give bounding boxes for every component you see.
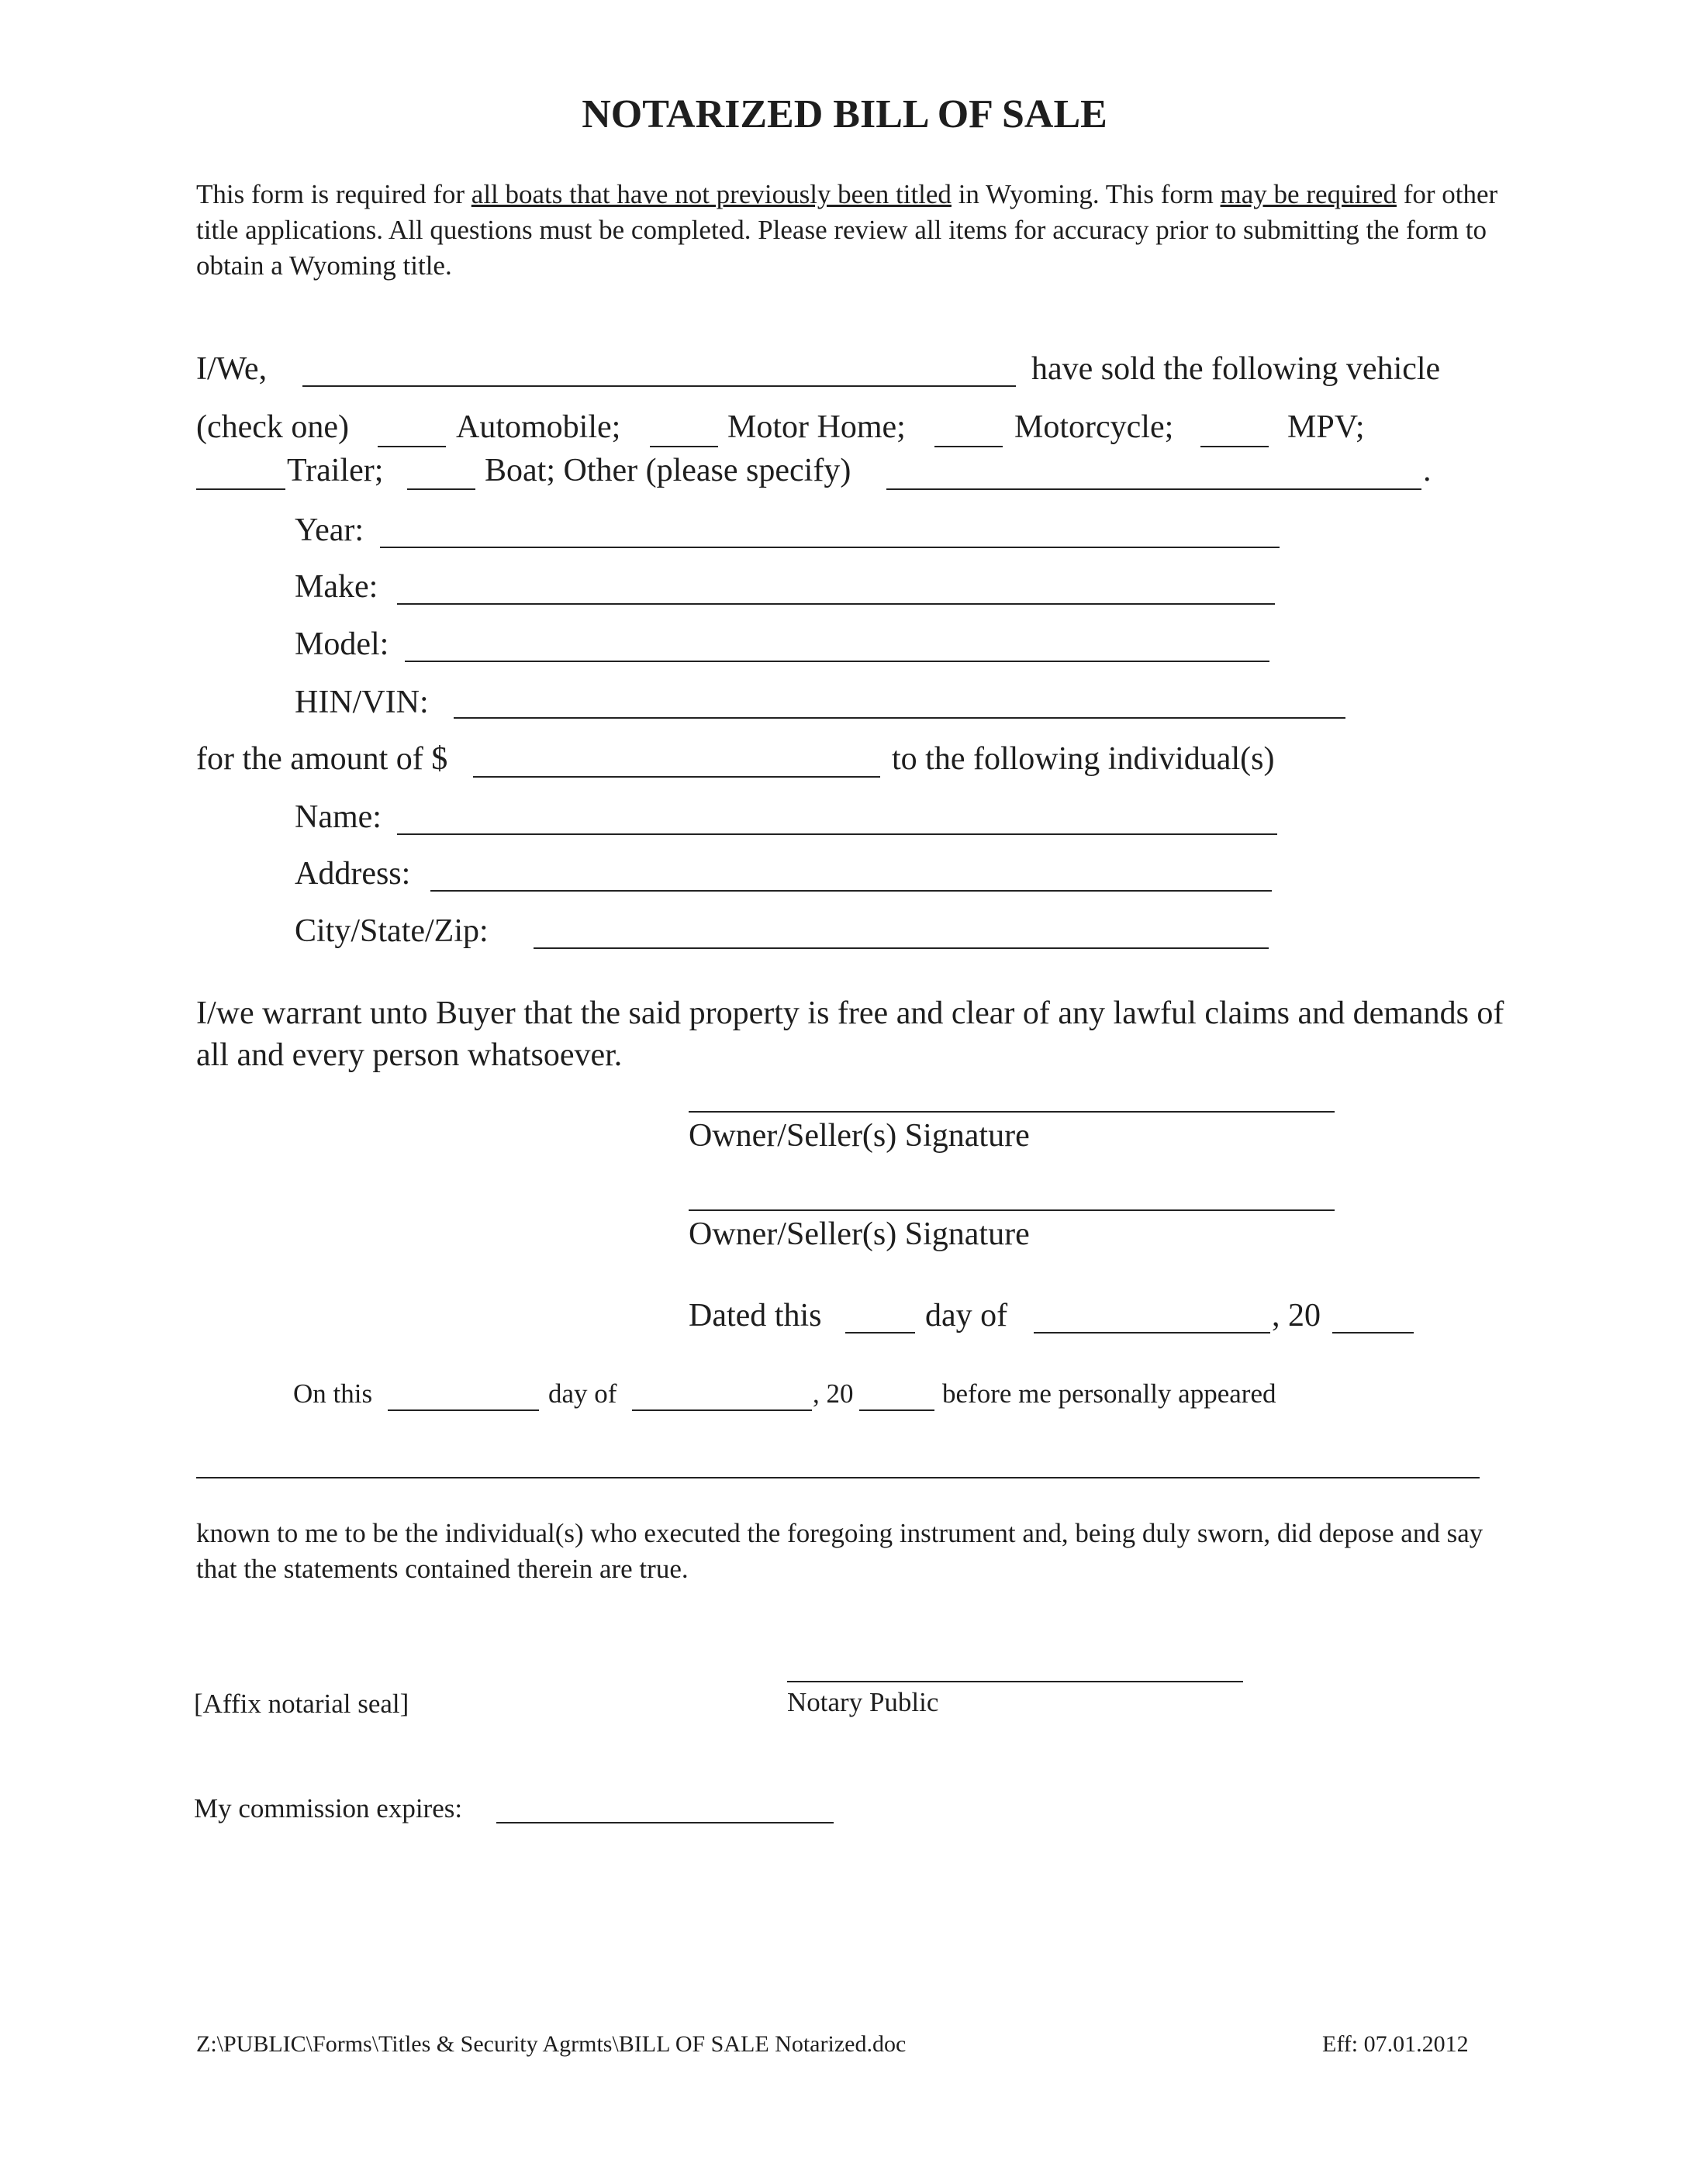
model-field[interactable] xyxy=(405,661,1269,662)
seller-name-field[interactable] xyxy=(302,385,1016,387)
notary-signature-line[interactable] xyxy=(787,1681,1243,1682)
notarial-seal-label: [Affix notarial seal] xyxy=(194,1689,409,1719)
seller-signature-label-1: Owner/Seller(s) Signature xyxy=(689,1118,1030,1154)
notary-year-field[interactable] xyxy=(859,1409,934,1411)
dated-year-prefix: , 20 xyxy=(1272,1298,1321,1334)
dated-label: Dated this xyxy=(689,1298,822,1334)
amount-suffix: to the following individual(s) xyxy=(892,741,1275,777)
model-label: Model: xyxy=(295,626,389,662)
motorcycle-checkbox[interactable] xyxy=(934,446,1003,447)
appeared-name-field[interactable] xyxy=(196,1477,1480,1478)
buyer-address-field[interactable] xyxy=(430,890,1272,892)
intro-text-1: This form is required for xyxy=(196,179,471,209)
hin-vin-field[interactable] xyxy=(454,717,1345,719)
buyer-name-label: Name: xyxy=(295,799,382,835)
commission-label: My commission expires: xyxy=(194,1793,463,1823)
year-label: Year: xyxy=(295,512,364,548)
buyer-city-label: City/State/Zip: xyxy=(295,913,489,949)
intro-text-3: for other title applications. All questions must be completed. Please review all items for accuracy prior to submitting the form to obtain a Wyoming title. xyxy=(196,179,1498,281)
page-title: NOTARIZED BILL OF SALE xyxy=(582,92,1107,136)
appeared-label: before me personally appeared xyxy=(942,1378,1276,1409)
trailer-checkbox[interactable] xyxy=(196,488,285,490)
dated-day-field[interactable] xyxy=(845,1332,915,1334)
buyer-address-label: Address: xyxy=(295,856,411,892)
on-this-label: On this xyxy=(293,1378,373,1409)
trailer-label: Trailer; xyxy=(287,453,384,488)
other-specify-field[interactable] xyxy=(886,488,1421,490)
make-field[interactable] xyxy=(397,603,1275,605)
intro-text-2: in Wyoming. This form xyxy=(951,179,1221,209)
seller-suffix: have sold the following vehicle xyxy=(1031,351,1441,387)
warranty-text: I/we warrant unto Buyer that the said property is free and clear of any lawful claims and demands of all and every person whatsoever. xyxy=(196,995,1504,1073)
boat-checkbox[interactable] xyxy=(407,488,475,490)
notary-day-of: day of xyxy=(548,1378,617,1409)
seller-signature-line-2[interactable] xyxy=(689,1209,1335,1211)
intro-paragraph xyxy=(196,177,1515,284)
commission-field[interactable] xyxy=(496,1822,834,1823)
notary-public-label: Notary Public xyxy=(787,1687,939,1717)
motorcycle-label: Motorcycle; xyxy=(1014,409,1174,445)
notary-day-field[interactable] xyxy=(388,1409,539,1411)
hin-vin-label: HIN/VIN: xyxy=(295,685,429,720)
dated-month-field[interactable] xyxy=(1034,1332,1270,1334)
seller-signature-label-2: Owner/Seller(s) Signature xyxy=(689,1216,1030,1252)
make-label: Make: xyxy=(295,569,378,605)
motor-home-checkbox[interactable] xyxy=(650,446,718,447)
dated-year-field[interactable] xyxy=(1332,1332,1414,1334)
automobile-checkbox[interactable] xyxy=(378,446,446,447)
mpv-label: MPV; xyxy=(1287,409,1365,445)
seller-label: I/We, xyxy=(196,351,268,387)
other-period: . xyxy=(1423,453,1432,488)
dated-day-of: day of xyxy=(925,1298,1008,1334)
check-one-label: (check one) xyxy=(196,409,350,445)
automobile-label: Automobile; xyxy=(456,409,621,445)
footer-path: Z:\PUBLIC\Forms\Titles & Security Agrmts\BILL OF SALE Notarized.doc xyxy=(196,2031,907,2057)
notary-month-field[interactable] xyxy=(632,1409,812,1411)
motor-home-label: Motor Home; xyxy=(727,409,906,445)
footer-effective-date: Eff: 07.01.2012 xyxy=(1322,2031,1469,2057)
amount-field[interactable] xyxy=(473,776,880,778)
buyer-city-field[interactable] xyxy=(534,947,1269,949)
boat-other-label: Boat; Other (please specify) xyxy=(485,453,851,488)
buyer-name-field[interactable] xyxy=(397,833,1277,835)
intro-underlined-1: all boats that have not previously been titled xyxy=(471,179,952,209)
seller-signature-line-1[interactable] xyxy=(689,1111,1335,1113)
amount-label: for the amount of $ xyxy=(196,741,448,777)
intro-underlined-2: may be required xyxy=(1220,179,1397,209)
notary-year-prefix: , 20 xyxy=(813,1378,854,1409)
mpv-checkbox[interactable] xyxy=(1200,446,1269,447)
year-field[interactable] xyxy=(380,547,1280,548)
known-paragraph: known to me to be the individual(s) who executed the foregoing instrument and, being duly sworn, did depose and say that the statements contained therein are true. xyxy=(196,1518,1483,1584)
